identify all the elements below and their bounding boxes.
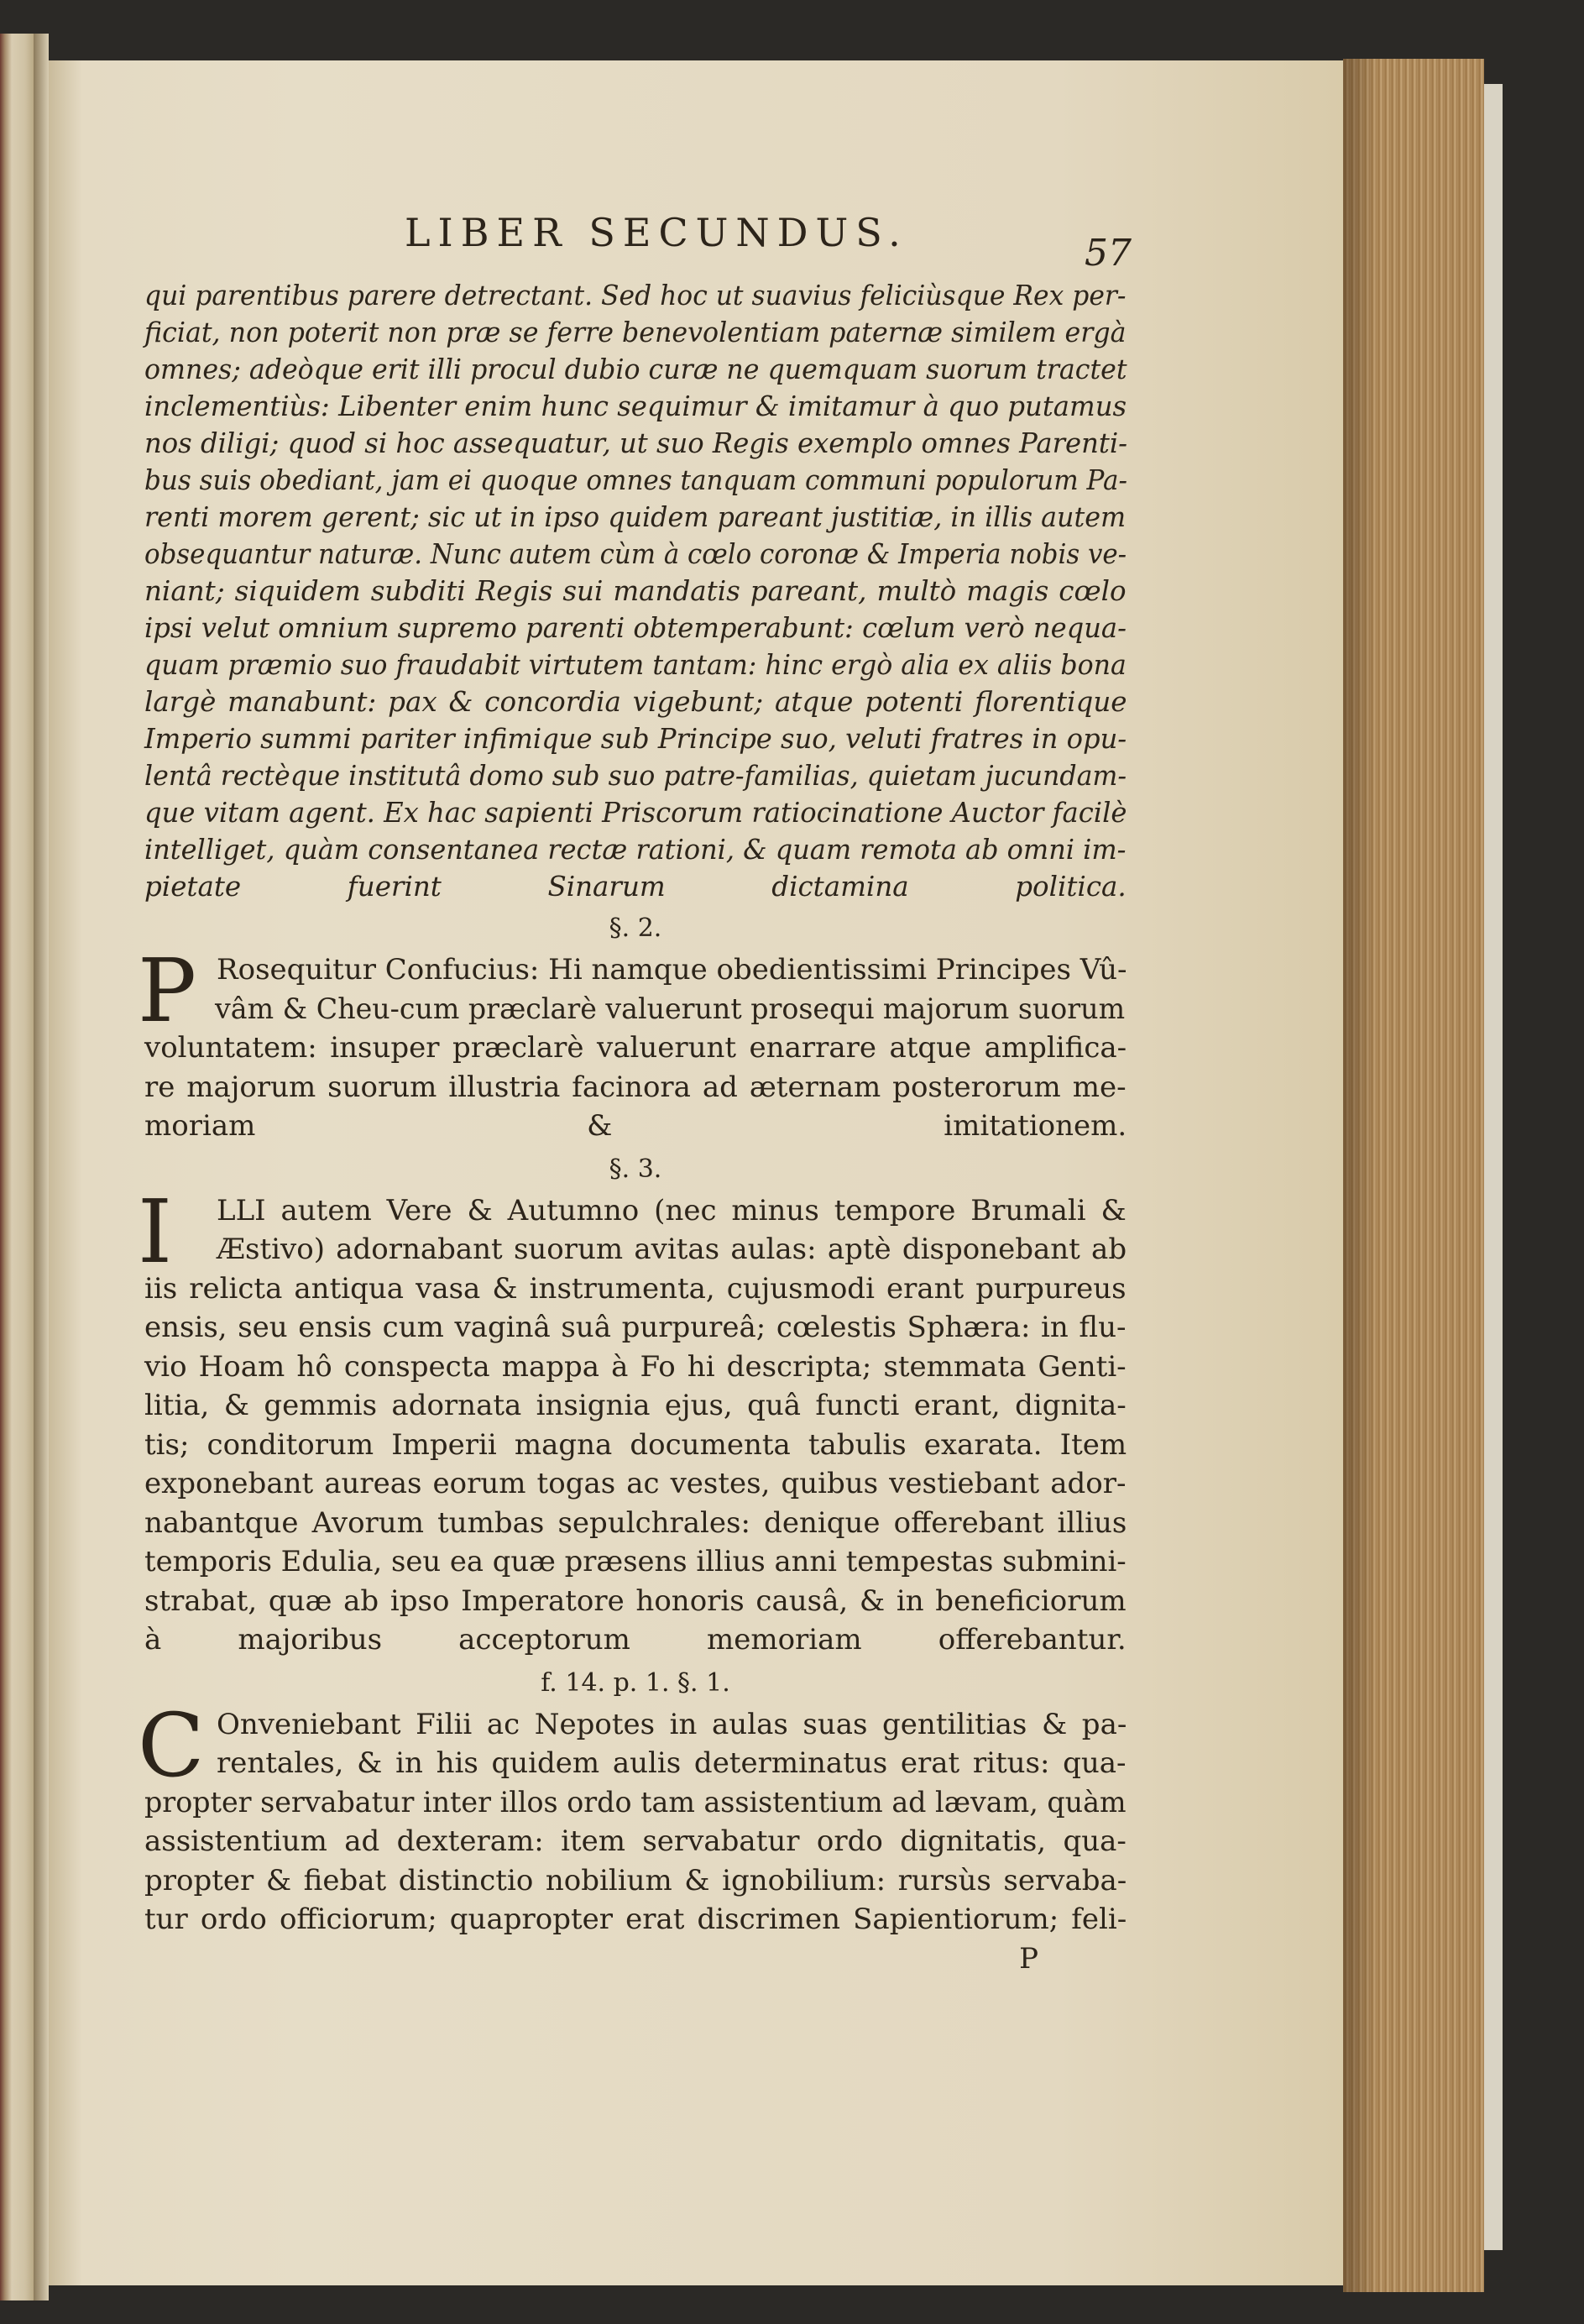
text-line: nabantque Avorum tumbas sepulchrales: denique offerebant illius (144, 1505, 1127, 1540)
section-2-paragraph (138, 940, 1127, 1146)
cover-board-edge (1484, 84, 1503, 2250)
section-3-paragraph (138, 1180, 1127, 1660)
text-line: tur ordo officiorum; quapropter erat discrimen Sapientiorum; feli- (144, 1903, 1127, 1936)
text-line: obsequantur naturæ. Nunc autem cùm à cœlo coronæ & Imperia nobis ve- (144, 538, 1127, 570)
text-line: re majorum suorum illustria facinora ad æternam posterorum me- (144, 1070, 1127, 1104)
gutter-shadow (34, 34, 49, 2300)
text-line: Imperio summi pariter infimique sub Principe suo, veluti fratres in opu- (144, 723, 1127, 755)
text-line: exponebant aureas eorum togas ac vestes, quibus vestiebant ador- (144, 1467, 1127, 1500)
text-line: ficiat, non poterit non præ se ferre benevolentiam paternæ similem ergà (144, 317, 1127, 348)
text-line: intelliget, quàm consentanea rectæ rationi, & quam remota ab omni im- (144, 834, 1127, 866)
drop-cap: C (138, 1693, 205, 1797)
text-line: propter & fiebat distinctio nobilium & ignobilium: rursùs servaba- (144, 1863, 1127, 1897)
text-line: LLI autem Vere & Autumno (nec minus tempore Brumali & (217, 1193, 1127, 1227)
text-line: rentales, & in his quidem aulis determinatus erat ritus: qua- (217, 1746, 1127, 1780)
background (1503, 0, 1584, 2324)
text-line: voluntatem: insuper præclarè valuerunt enarrare atque amplifica- (144, 1031, 1127, 1065)
commentary-paragraph (144, 277, 1127, 905)
text-line: lentâ rectèque institutâ domo sub suo patre-familias, quietam jucundam- (144, 760, 1127, 792)
drop-cap: P (138, 940, 196, 1042)
section-4-paragraph (138, 1693, 1127, 1939)
running-title: LIBER SECUNDUS. (405, 210, 908, 255)
running-header (144, 210, 1132, 277)
text-line: vâm & Cheu-cum præclarè valuerunt prosequi majorum suorum (215, 992, 1126, 1026)
text-block (138, 210, 1132, 1978)
text-line: tis; conditorum Imperii magna documenta tabulis exarata. Item (144, 1427, 1127, 1462)
text-line: bus suis obediant, jam ei quoque omnes tanquam communi populorum Pa- (144, 464, 1127, 496)
text-line: moriam & imitationem. (144, 1109, 1127, 1143)
text-line: nos diligi; quod si hoc assequatur, ut suo Regis exemplo omnes Parenti- (144, 427, 1128, 459)
text-line: que vitam agent. Ex hac sapienti Priscorum ratiocinatione Auctor facilè (144, 797, 1127, 829)
text-line: quam præmio suo fraudabit virtutem tantam: hinc ergò alia ex aliis bona (144, 649, 1127, 681)
text-line: ipsi velut omnium supremo parenti obtemperabunt: cœlum verò nequa- (144, 612, 1127, 644)
left-page-sliver (0, 34, 34, 2300)
text-line: niant; siquidem subditi Regis sui mandatis pareant, multò magis cœlo (144, 575, 1127, 607)
text-line: omnes; adeòque erit illi procul dubio curæ ne quemquam suorum tractet (144, 353, 1127, 385)
text-line: litia, & gemmis adornata insignia ejus, quâ functi erant, dignita- (144, 1389, 1127, 1422)
text-line: qui parentibus parere detrectant. Sed hoc ut suavius feliciùsque Rex per- (144, 280, 1127, 311)
text-line: strabat, quæ ab ipso Imperatore honoris causâ, & in beneficiorum (144, 1583, 1127, 1618)
text-line: assistentium ad dexteram: item servabatur ordo dignitatis, qua- (144, 1824, 1127, 1858)
drop-cap: I (138, 1180, 173, 1283)
section-mark-3: §. 3. (609, 1154, 662, 1184)
page-number: 57 (1085, 232, 1132, 275)
text-line: pietate fuerint Sinarum dictamina politica. (144, 871, 1127, 903)
text-line: Rosequitur Confucius: Hi namque obedientissimi Principes Vû- (217, 953, 1127, 987)
text-line: Onveniebant Filii ac Nepotes in aulas suas gentilitias & pa- (217, 1707, 1127, 1741)
text-line: vio Hoam hô conspecta mappa à Fo hi descripta; stemmata Genti- (144, 1349, 1127, 1384)
section-mark-2: §. 2. (609, 913, 662, 943)
text-line: iis relicta antiqua vasa & instrumenta, cujusmodi erant purpureus (144, 1271, 1127, 1306)
text-line: propter servabatur inter illos ordo tam assistentium ad lævam, quàm (144, 1785, 1127, 1819)
catchword: P (1019, 1941, 1038, 1976)
section-mark-4: f. 14. p. 1. §. 1. (541, 1667, 730, 1698)
text-line: inclementiùs: Libenter enim hunc sequimur & imitamur à quo putamus (144, 390, 1127, 422)
text-line: à majoribus acceptorum memoriam offerebantur. (144, 1623, 1127, 1657)
text-line: renti morem gerent; sic ut in ipso quidem pareant justitiæ, in illis autem (144, 501, 1127, 533)
text-line: largè manabunt: pax & concordia vigebunt; atque potenti florentique (144, 686, 1127, 718)
fore-edge-shadow (1343, 59, 1377, 2292)
text-line: temporis Edulia, seu ea quæ præsens illius anni tempestas submini- (144, 1545, 1127, 1578)
text-line: ensis, seu ensis cum vaginâ suâ purpureâ; cœlestis Sphæra: in flu- (144, 1311, 1127, 1344)
text-line: Æstivo) adornabant suorum avitas aulas: aptè disponebant ab (217, 1233, 1127, 1266)
